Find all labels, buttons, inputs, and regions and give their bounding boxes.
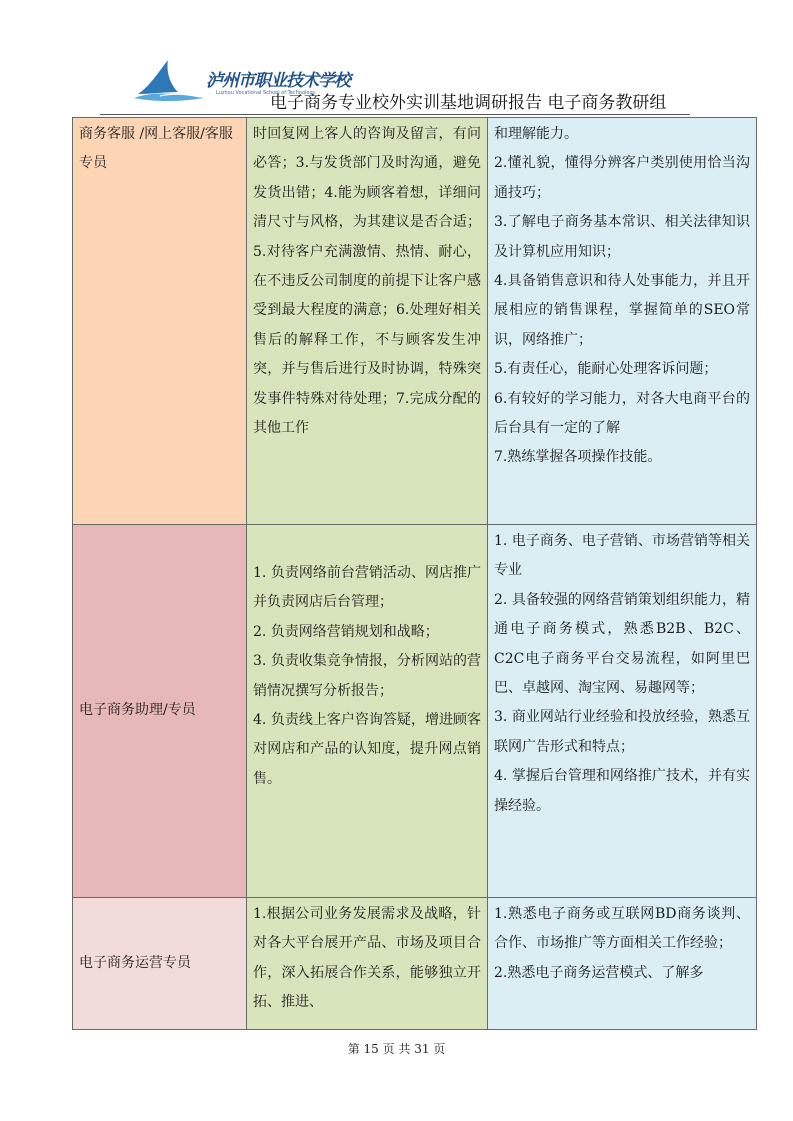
school-logo (130, 56, 350, 104)
duty-item: 4. 负责线上客户咨询答疑，增进顾客对网店和产品的认知度，提升网点销售。 (253, 712, 481, 787)
table-row (73, 525, 757, 898)
duties-cell (247, 525, 488, 898)
duties-cell (247, 118, 488, 525)
requirements-cell (488, 118, 757, 525)
job-requirements-table (72, 117, 757, 1030)
requirement-item: 2. 具备较强的网络营销策划组织能力，精通电子商务模式，熟悉B2B、B2C、C2C电子商务平台交易流程，如阿里巴巴、卓越网、淘宝网、易趣网等； (494, 591, 750, 697)
requirement-item: 1. 电子商务、电子营销、市场营销等相关专业 (494, 533, 750, 579)
duty-item: 5.对待客户充满激情、热情、耐心，在不违反公司制度的前提下让客户感受到最大程度的满意；6.处理好相关售后的解释工作，不与顾客发生冲突，并与售后进行及时协调，特殊突发事件特殊对待处理；7.完成分配的其他工作 (253, 243, 481, 437)
position-cell (73, 898, 247, 1030)
duty-item: 1. 负责网络前台营销活动、网店推广并负责网店后台管理； (253, 565, 481, 611)
requirement-item: 1.熟悉电子商务或互联网BD商务谈判、合作、市场推广等方面相关工作经验； (494, 906, 750, 952)
requirement-item: 2.懂礼貌，懂得分辨客户类别使用恰当沟通技巧； (494, 155, 750, 201)
position-name: 商务客服 /网上客服/客服专员 (79, 126, 233, 172)
duty-item: 2. 负责网络营销规划和战略； (253, 623, 439, 640)
requirements-cell (488, 898, 757, 1030)
header-divider (100, 114, 690, 115)
logo-subtitle: Luzhou Vocational School of Technology (216, 90, 316, 96)
duty-item: 3. 负责收集竞争情报，分析网站的营销情况撰写分析报告； (253, 653, 481, 699)
table-row (73, 118, 757, 525)
requirement-item: 4.具备销售意识和待人处事能力，并且开展相应的销售课程，掌握简单的SEO常识，网络推广； (494, 273, 750, 348)
page-header (100, 48, 690, 116)
duty-item: 1.根据公司业务发展需求及战略，针对各大平台展开产品、市场及项目合作，深入拓展合作关系，能够独立开拓、推进、 (253, 906, 481, 1011)
position-name: 电子商务助理/专员 (79, 702, 196, 719)
page-number: 第 15 页 共 31 页 (347, 1042, 446, 1056)
requirement-item: 4. 掌握后台管理和网络推广技术，并有实操经验。 (494, 768, 750, 814)
duties-cell (247, 898, 488, 1030)
position-name: 电子商务运营专员 (79, 954, 191, 971)
requirement-item: 2.熟悉电子商务运营模式、了解多 (494, 964, 704, 981)
requirements-cell (488, 525, 757, 898)
sail-wave-icon (130, 56, 210, 104)
requirement-item: 3. 商业网站行业经验和投放经验，熟悉互联网广告形式和特点； (494, 709, 750, 755)
requirement-item: 6.有较好的学习能力，对各大电商平台的后台具有一定的了解 (494, 390, 750, 437)
requirement-item: 7.熟练掌握各项操作技能。 (494, 449, 662, 466)
position-cell (73, 525, 247, 898)
position-cell (73, 118, 247, 525)
logo-text: 泸州市职业技术学校 (206, 71, 350, 91)
table-row (73, 898, 757, 1030)
requirement-item: 5.有责任心，能耐心处理客诉问题； (494, 361, 718, 378)
requirement-item: 和理解能力。 (494, 126, 578, 142)
requirement-item: 3.了解电子商务基本常识、相关法律知识及计算机应用知识； (494, 214, 750, 260)
duty-item: 时回复网上客人的咨询及留言，有问必答；3.与发货部门及时沟通，避免发货出错；4.能为顾客着想，详细问清尺寸与风格，为其建议是否合适； (253, 126, 481, 231)
page-title: 电子商务专业校外实训基地调研报告 电子商务教研组 (270, 93, 667, 113)
